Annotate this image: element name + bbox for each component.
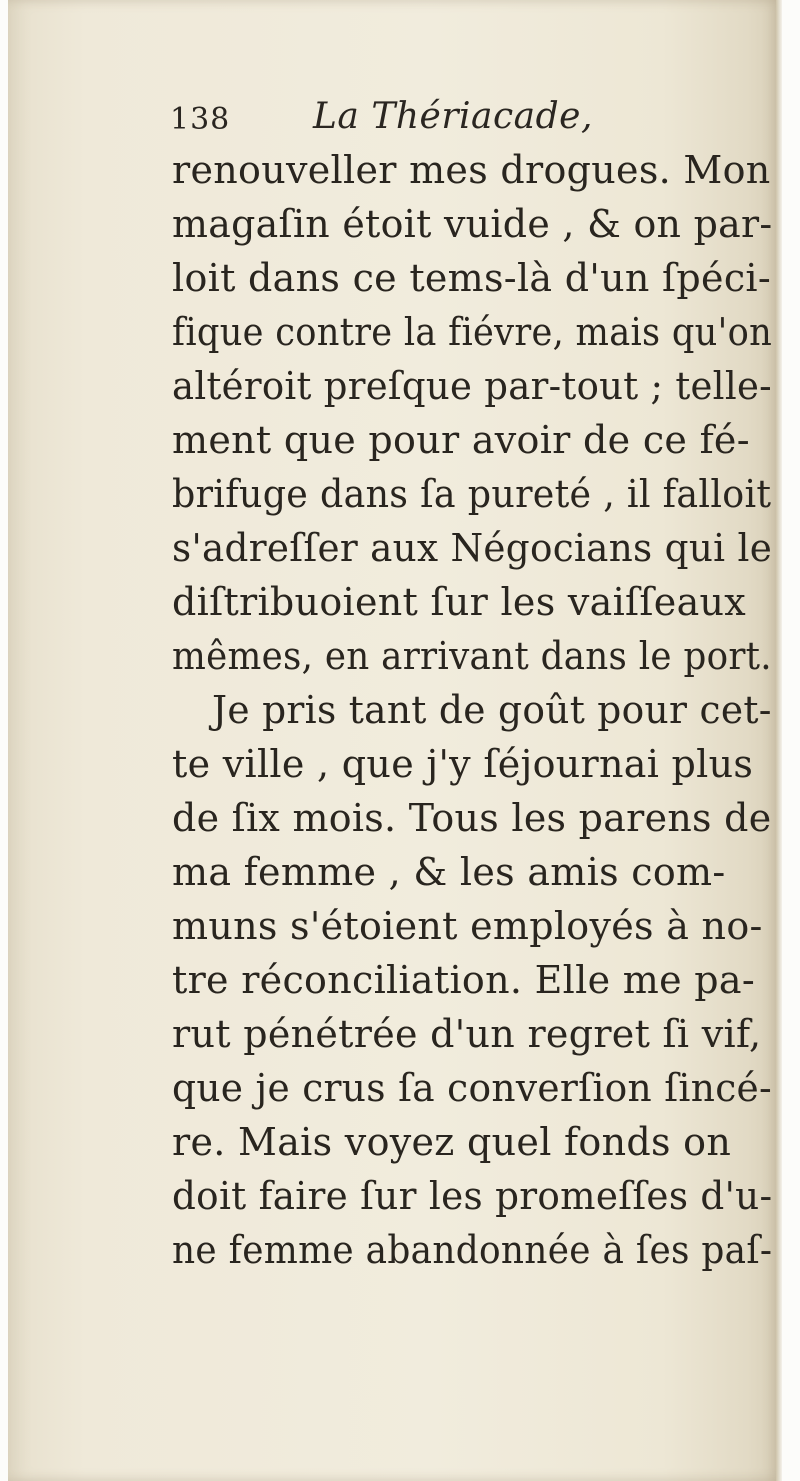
text-line: te ville , que j'y ſéjournai plus <box>172 742 754 786</box>
text-line: ment que pour avoir de ce fé- <box>172 418 750 462</box>
text-line: muns s'étoient employés à no- <box>172 904 763 948</box>
page-number: 138 <box>170 102 231 137</box>
text-line: fique contre la fiévre, mais qu'on <box>172 310 773 354</box>
text-line: ne femme abandonnée à ſes paſ- <box>172 1228 773 1272</box>
paragraph-first-line: Je pris tant de goût pour cet- <box>212 688 772 732</box>
text-line: ma femme , & les amis com- <box>172 850 726 894</box>
text-line: re. Mais voyez quel fonds on <box>172 1120 732 1164</box>
text-line: de ſix mois. Tous les parens de <box>172 796 772 840</box>
text-line: magaſin étoit vuide , & on par- <box>172 202 773 246</box>
text-line: tre réconciliation. Elle me pa- <box>172 958 755 1002</box>
text-line: diſtribuoient ſur les vaiſſeaux <box>172 580 747 624</box>
text-line: renouveller mes drogues. Mon <box>172 148 771 192</box>
text-line: rut pénétrée d'un regret ſi vif, <box>172 1012 762 1056</box>
text-line: s'adreſſer aux Négocians qui le <box>172 526 773 570</box>
text-line: altéroit preſque par-tout ; telle- <box>172 364 772 408</box>
text-line: doit faire ſur les promeſſes d'u- <box>172 1174 773 1218</box>
text-line: loit dans ce tems-là d'un ſpéci- <box>172 256 771 300</box>
text-line: brifuge dans ſa pureté , il falloit <box>172 472 772 516</box>
page-edge <box>776 0 782 1481</box>
text-line: mêmes, en arrivant dans le port. <box>172 634 772 678</box>
text-line: que je crus ſa converſion ſincé- <box>172 1066 773 1110</box>
running-title: La Thériacade, <box>313 96 593 137</box>
running-header <box>170 96 770 148</box>
